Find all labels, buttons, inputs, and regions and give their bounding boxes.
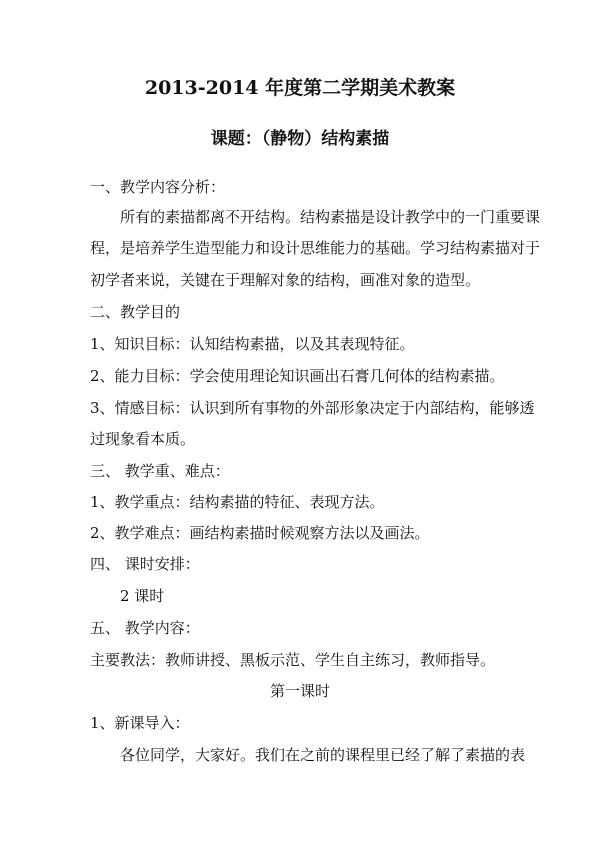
teaching-methods: 主要教法：教师讲授、黑板示范、学生自主练习，教师指导。 xyxy=(90,651,496,669)
objective-ability: 2、能力目标：学会使用理论知识画出石膏几何体的结构素描。 xyxy=(90,367,505,385)
class-hours: 2 课时 xyxy=(120,587,165,605)
section-heading-key-points: 三、 教学重、难点： xyxy=(90,462,230,480)
objective-emotion-continued: 过现象看本质。 xyxy=(90,430,196,448)
objective-emotion: 3、情感目标：认识到所有事物的外部形象决定于内部结构，能够透 xyxy=(90,399,535,417)
section-heading-content-analysis: 一、教学内容分析： xyxy=(90,178,226,196)
key-point: 1、教学重点：结构素描的特征、表现方法。 xyxy=(90,493,385,511)
section-heading-content: 五、 教学内容： xyxy=(90,619,200,637)
difficult-point: 2、教学难点：画结构素描时候观察方法以及画法。 xyxy=(90,524,430,542)
document-title: 2013-2014 年度第二学期美术教案 xyxy=(144,77,456,99)
first-lesson-heading: 第一课时 xyxy=(269,682,330,700)
section-heading-schedule: 四、 课时安排： xyxy=(90,555,200,573)
paragraph-line: 所有的素描都离不开结构。结构素描是设计教学中的一门重要课 xyxy=(120,208,541,226)
section-heading-teaching-purpose: 二、教学目的 xyxy=(90,303,181,321)
paragraph-line: 初学者来说，关键在于理解对象的结构，画准对象的造型。 xyxy=(90,271,481,289)
lesson-subtitle: 课题：（静物）结构素描 xyxy=(210,129,390,149)
new-lesson-intro-heading: 1、新课导入： xyxy=(90,714,190,732)
paragraph-line: 各位同学，大家好。我们在之前的课程里已经了解了素描的表 xyxy=(120,746,526,764)
objective-knowledge: 1、知识目标：认知结构素描，以及其表现特征。 xyxy=(90,335,415,353)
paragraph-line: 程，是培养学生造型能力和设计思维能力的基础。学习结构素描对于 xyxy=(90,239,541,257)
